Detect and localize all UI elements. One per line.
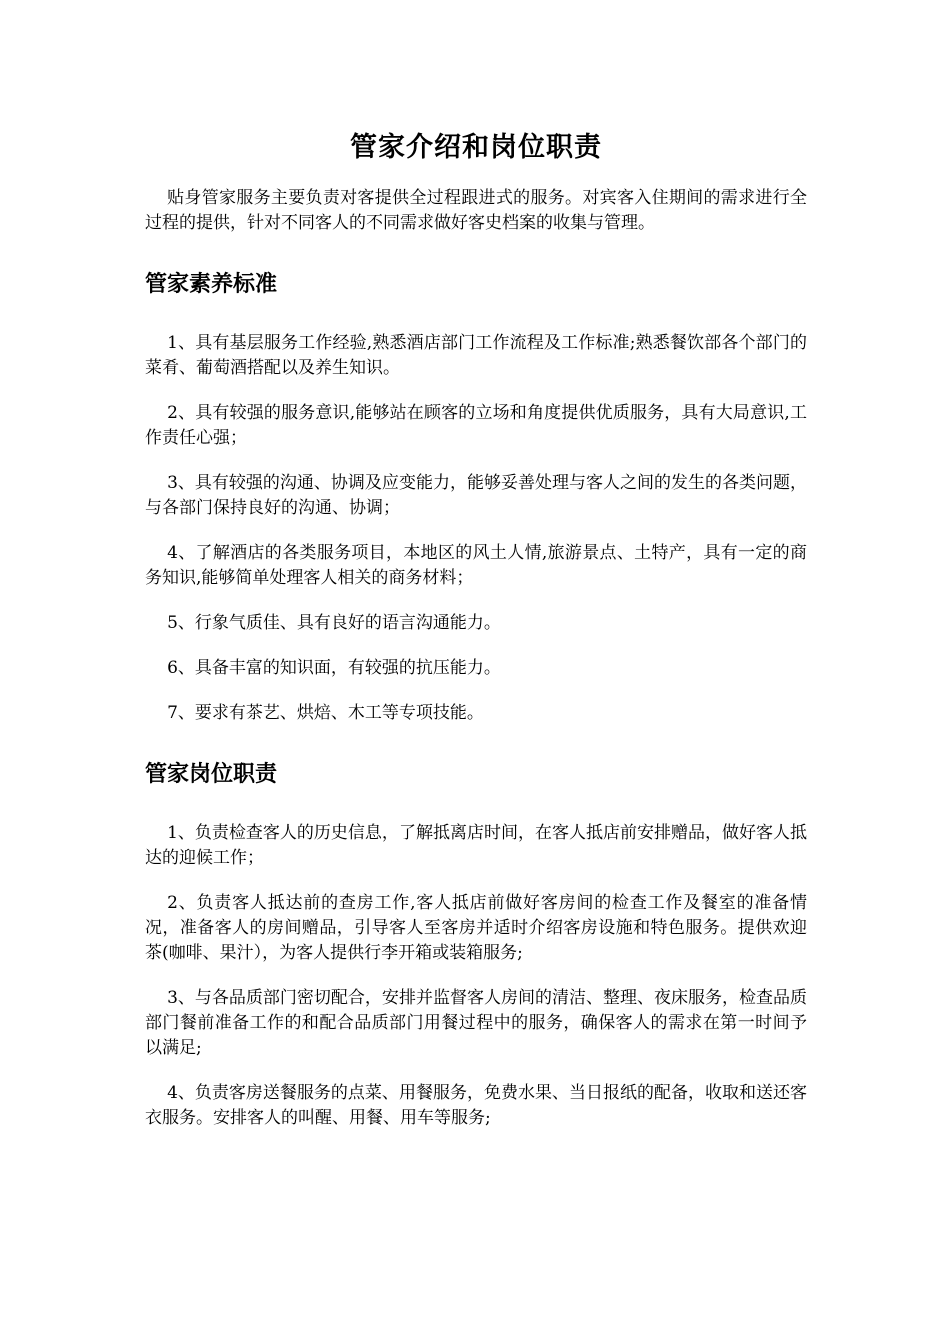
list-item: 1、具有基层服务工作经验,熟悉酒店部门工作流程及工作标准;熟悉餐饮部各个部门的菜肴、葡萄酒搭配以及养生知识。	[145, 333, 807, 378]
list-item: 3、具有较强的沟通、协调及应变能力，能够妥善处理与客人之间的发生的各类问题，与各部门保持良好的沟通、协调；	[145, 473, 807, 518]
list-item: 5、行象气质佳、具有良好的语言沟通能力。	[167, 613, 501, 633]
section-job-responsibilities	[145, 758, 807, 1131]
document-title: 管家介绍和岗位职责	[350, 132, 602, 163]
intro-paragraph: 贴身管家服务主要负责对客提供全过程跟进式的服务。对宾客入住期间的需求进行全过程的提供，针对不同客人的不同需求做好客史档案的收集与管理。	[145, 188, 807, 233]
list-item: 4、负责客房送餐服务的点菜、用餐服务，免费水果、当日报纸的配备，收取和送还客衣服务。安排客人的叫醒、用餐、用车等服务;	[145, 1083, 807, 1128]
document-page	[145, 128, 807, 1151]
section-heading: 管家素养标准	[145, 271, 278, 297]
list-item: 4、了解酒店的各类服务项目，本地区的风土人情,旅游景点、土特产，具有一定的商务知识,能够简单处理客人相关的商务材料；	[145, 543, 807, 588]
list-item: 6、具备丰富的知识面，有较强的抗压能力。	[167, 658, 501, 678]
list-item: 1、负责检查客人的历史信息，了解抵离店时间，在客人抵店前安排赠品，做好客人抵达的迎候工作；	[145, 823, 807, 868]
list-item: 2、具有较强的服务意识,能够站在顾客的立场和角度提供优质服务，具有大局意识,工作责任心强；	[145, 403, 807, 448]
list-item: 7、要求有茶艺、烘焙、木工等专项技能。	[167, 703, 484, 723]
section-qualification-standards	[145, 268, 807, 726]
list-item: 3、与各品质部门密切配合，安排并监督客人房间的清洁、整理、夜床服务，检查品质部门餐前准备工作的和配合品质部门用餐过程中的服务，确保客人的需求在第一时间予以满足;	[145, 988, 807, 1058]
list-item: 2、负责客人抵达前的查房工作,客人抵店前做好客房间的检查工作及餐室的准备情况，准备客人的房间赠品，引导客人至客房并适时介绍客房设施和特色服务。提供欢迎茶(咖啡、果汁），为客人提供行李开箱或装箱服务;	[145, 893, 807, 963]
section-heading: 管家岗位职责	[145, 761, 278, 787]
